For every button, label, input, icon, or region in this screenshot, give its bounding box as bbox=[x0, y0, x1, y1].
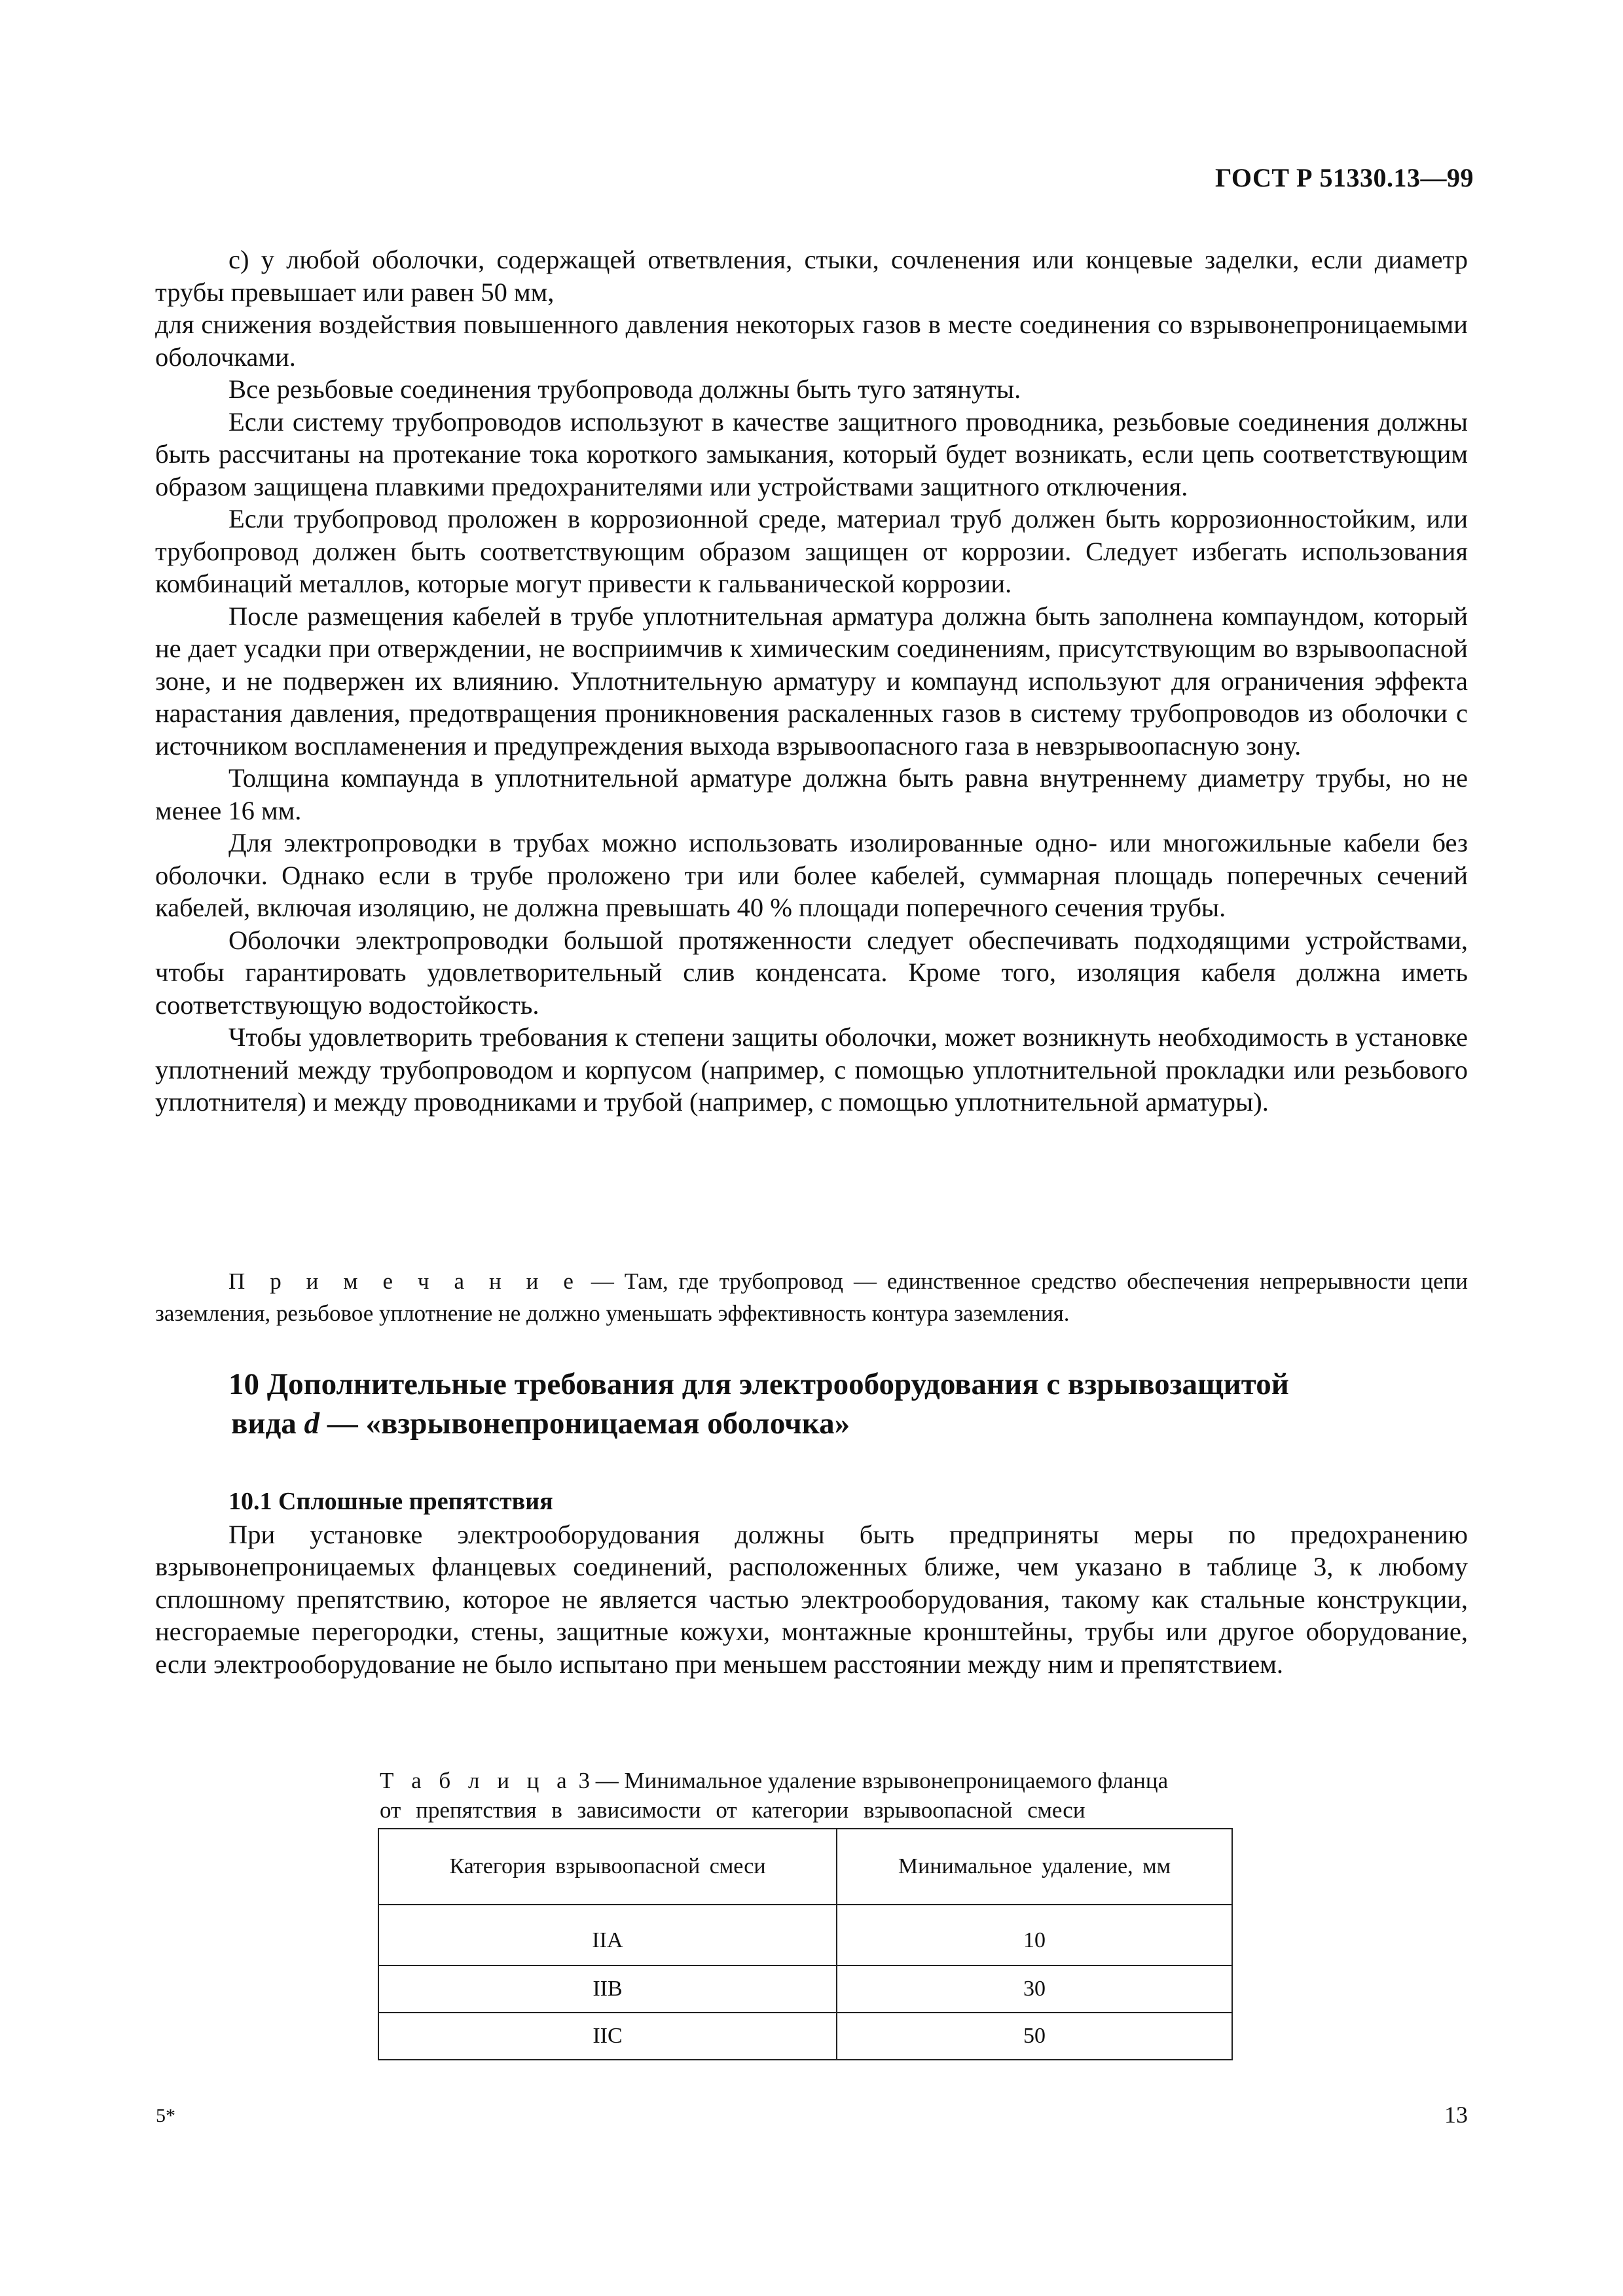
table-header-category: Категория взрывоопасной смеси bbox=[378, 1829, 837, 1905]
paragraph-compound-thickness: Толщина компаунда в уплотнительной арматуре должна быть равна внутреннему диаметру трубы, но не менее 16 мм. bbox=[155, 763, 1468, 825]
section-title-italic-d: d bbox=[304, 1407, 319, 1441]
table-row bbox=[378, 1965, 1232, 2013]
section-title-line2 bbox=[228, 1404, 1468, 1443]
paragraph-corrosion: Если трубопровод проложен в коррозионной среде, материал труб должен быть коррозионностойким, или трубопровод должен быть соответствующим образом защищен от коррозии. Следует избегать использования комбинаций металлов, которые могут привести к гальванической коррозии. bbox=[155, 504, 1468, 598]
section-title-line2-suffix: — «взрывонепроницаемая оболочка» bbox=[319, 1407, 850, 1441]
table-caption-line1 bbox=[380, 1766, 1231, 1795]
paragraph-cables-in-conduit: Для электропроводки в трубах можно использовать изолированные одно- или многожильные кабели без оболочки. Однако если в трубе проложено три или более кабелей, суммарная площадь поперечных сечений кабелей, включая изоляцию, не должна превышать 40 % площади поперечного сечения трубы. bbox=[155, 828, 1468, 922]
page-number: 13 bbox=[1444, 2102, 1468, 2128]
subsection-10-1 bbox=[155, 1486, 1468, 1680]
paragraph-purpose: для снижения воздействия повышенного давления некоторых газов в месте соединения со взрывонепроницаемыми оболочками. bbox=[155, 310, 1468, 372]
table-row bbox=[378, 2013, 1232, 2060]
note bbox=[155, 1265, 1468, 1329]
table-caption-title: 3 — Минимальное удаление взрывонепроницаемого фланца bbox=[572, 1768, 1169, 1793]
paragraph-enclosure-protection: Чтобы удовлетворить требования к степени защиты оболочки, может возникнуть необходимость в установке уплотнений между трубопроводом и корпусом (например, с помощью уплотнительной прокладки или резьбового уплотнителя) и между проводниками и трубой (например, с помощью уплотнительной арматуры). bbox=[155, 1022, 1468, 1117]
section-title-line2-prefix: вида bbox=[231, 1407, 304, 1441]
paragraph-condensate-drain: Оболочки электропроводки большой протяженности следует обеспечивать подходящими устройствами, чтобы гарантировать удовлетворительный слив конденсата. Кроме того, изоляция кабеля должна иметь соответствующую водостойкость. bbox=[155, 925, 1468, 1020]
table-cell-category: IIC bbox=[378, 2013, 837, 2060]
table-row bbox=[378, 1905, 1232, 1965]
table-cell-distance: 10 bbox=[837, 1905, 1232, 1965]
body-text bbox=[155, 243, 1468, 1119]
table-caption-line2: от препятствия в зависимости от категории взрывоопасной смеси bbox=[380, 1797, 1085, 1823]
table-header-row bbox=[378, 1829, 1232, 1905]
section-title-line1: 10 Дополнительные требования для электрооборудования с взрывозащитой bbox=[228, 1367, 1289, 1401]
note-text: — Там, где трубопровод — единственное средство обеспечения непрерывности цепи заземления, резьбовое уплотнение не должно уменьшать эффективность контура заземления. bbox=[155, 1268, 1468, 1326]
table-cell-category: IIA bbox=[378, 1905, 837, 1965]
paragraph-sealing-compound: После размещения кабелей в трубе уплотнительная арматура должна быть заполнена компаундом, который не дает усадки при отверждении, не восприимчив к химическим соединениям, присутствующим во взрывоопасной зоне, и не подвержен их влиянию. Уплотнительную арматуру и компаунд используют для ограничения эффекта нарастания давления, предотвращения проникновения раскаленных газов в систему трубопроводов из оболочки с источником воспламенения и предупреждения выхода взрывоопасного газа в невзрывоопасную зону. bbox=[155, 601, 1468, 761]
distance-table bbox=[378, 1828, 1233, 2060]
subsection-text: При установке электрооборудования должны быть предприняты меры по предохранению взрывонепроницаемых фланцевых соединений, расположенных ближе, чем указано в таблице 3, к любому сплошному препятствию, которое не является частью электрооборудования, такому как стальные конструкции, несгораемые перегородки, стены, защитные кожухи, монтажные кронштейны, трубы или другое оборудование, если электрооборудование не было испытано при меньшем расстоянии между ним и препятствием. bbox=[155, 1519, 1468, 1679]
paragraph-protective-conductor: Если систему трубопроводов используют в качестве защитного проводника, резьбовые соединения должны быть рассчитаны на протекание тока короткого замыкания, который будет возникать, если цепь соответствующим образом защищена плавкими предохранителями или устройствами защитного отключения. bbox=[155, 406, 1468, 501]
note-label: П р и м е ч а н и е bbox=[228, 1268, 581, 1294]
paragraph-list-item-c: c) у любой оболочки, содержащей ответвления, стыки, сочленения или концевые заделки, если диаметр трубы превышает или равен 50 мм, bbox=[155, 245, 1468, 307]
subsection-title: 10.1 Сплошные препятствия bbox=[228, 1488, 553, 1515]
table-caption bbox=[380, 1766, 1231, 1825]
table-cell-distance: 50 bbox=[837, 2013, 1232, 2060]
paragraph-threaded-joints: Все резьбовые соединения трубопровода должны быть туго затянуты. bbox=[228, 374, 1021, 404]
table-header-distance: Минимальное удаление, мм bbox=[837, 1829, 1232, 1905]
table-caption-label: Т а б л и ц а bbox=[380, 1768, 573, 1793]
table-cell-category: IIB bbox=[378, 1965, 837, 2013]
footer-sheet-mark: 5* bbox=[156, 2105, 175, 2126]
document-standard-header: ГОСТ Р 51330.13—99 bbox=[1214, 163, 1474, 192]
section-title bbox=[228, 1365, 1468, 1443]
table-cell-distance: 30 bbox=[837, 1965, 1232, 2013]
